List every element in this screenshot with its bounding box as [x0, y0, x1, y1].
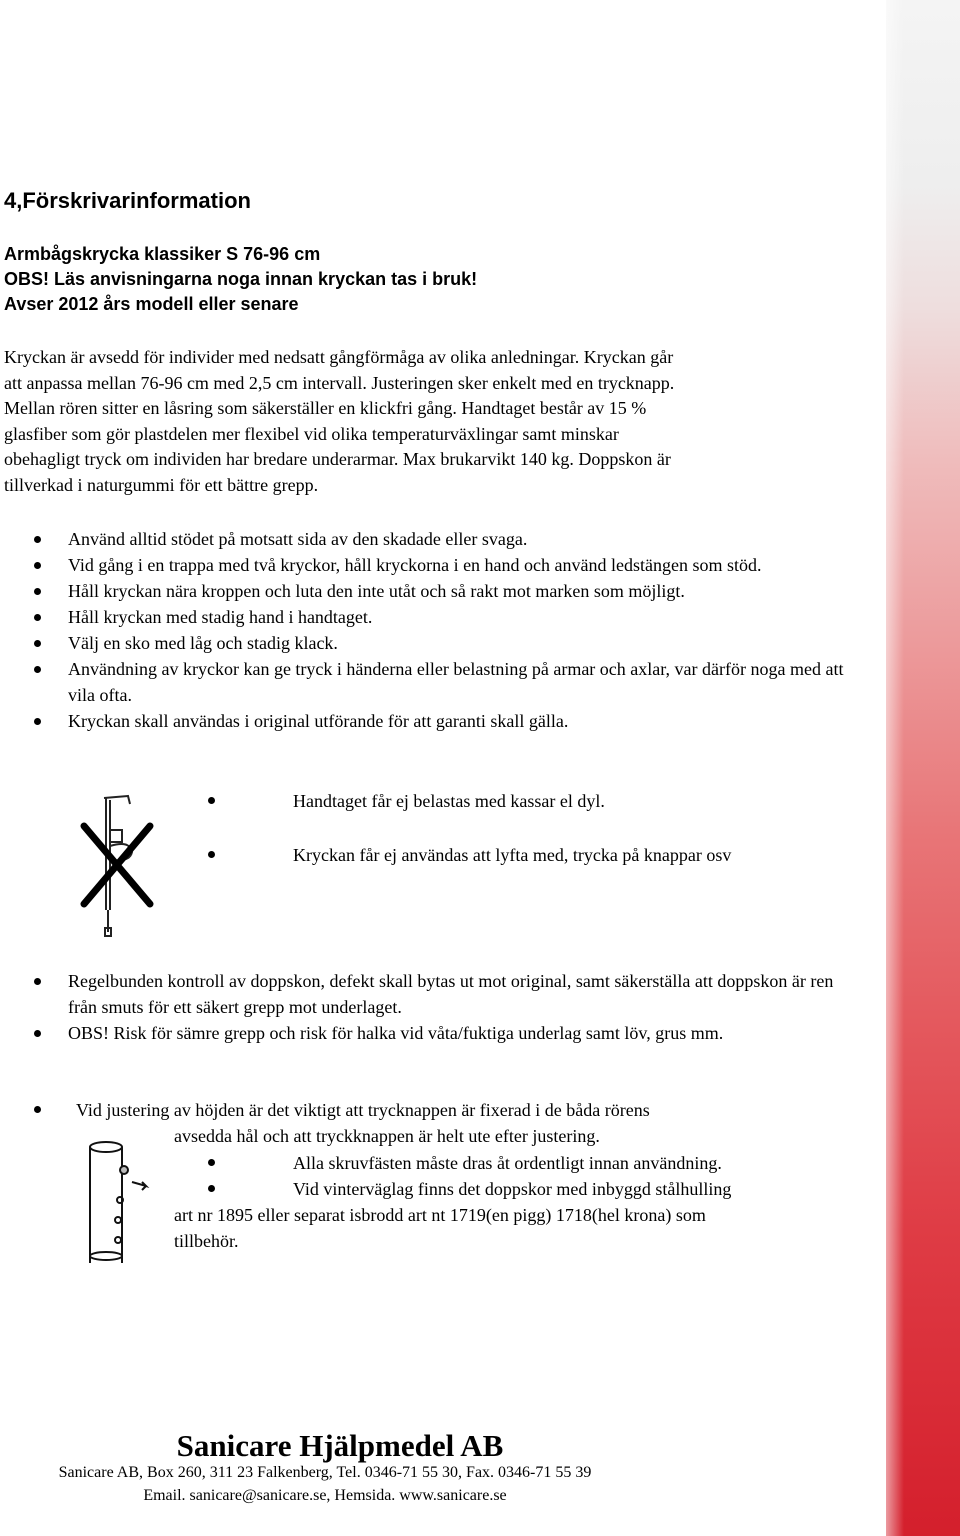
- bullet-icon: [34, 718, 41, 725]
- list-item: Användning av kryckor kan ge tryck i händerna eller belastning på armar och axlar, var därför noga med att vila ofta.: [0, 656, 850, 708]
- list-item: Kryckan skall användas i original utförande för att garanti skall gälla.: [0, 708, 850, 734]
- bullet-icon: [34, 588, 41, 595]
- maintenance-bullet-list: [0, 968, 850, 1046]
- list-item: Håll kryckan nära kroppen och luta den inte utåt och så rakt mot marken som möjligt.: [0, 578, 850, 604]
- intro-line: Mellan rören sitter en låsring som säkerställer en klickfri gång. Handtaget består av 15 %: [4, 398, 647, 418]
- crossed-crutch-icon: [70, 790, 170, 940]
- warning-handle: Handtaget får ej belastas med kassar el dyl.: [293, 791, 605, 811]
- bullet-icon: [34, 640, 41, 647]
- adjust-line-1: Vid justering av höjden är det viktigt att trycknappen är fixerad i de båda rörens: [76, 1100, 650, 1120]
- bullet-icon: [34, 1106, 41, 1113]
- list-item: Regelbunden kontroll av doppskon, defekt skall bytas ut mot original, samt säkerställa att doppskon är ren från smuts för ett säkert grepp mot underlaget.: [0, 968, 850, 1020]
- crutch-tube-icon: [84, 1138, 160, 1268]
- list-item: Håll kryckan med stadig hand i handtaget.: [0, 604, 850, 630]
- bullet-icon: [34, 614, 41, 621]
- bullet-icon: [208, 1185, 215, 1192]
- bullet-icon: [208, 1159, 215, 1166]
- adjust-sub-2: Vid vinterväglag finns det doppskor med inbyggd stålhulling: [293, 1179, 732, 1199]
- warning-lift: Kryckan får ej användas att lyfta med, trycka på knappar osv: [293, 845, 732, 865]
- intro-line: att anpassa mellan 76-96 cm med 2,5 cm intervall. Justeringen sker enkelt med en trycknapp.: [4, 372, 675, 393]
- usage-bullet-list: [0, 526, 850, 734]
- bullet-icon: [34, 978, 41, 985]
- bullet-icon: [208, 851, 215, 858]
- intro-line: tillverkad i naturgummi för ett bättre grepp.: [4, 474, 319, 495]
- bullet-icon: [34, 666, 41, 673]
- list-item: OBS! Risk för sämre grepp och risk för halka vid våta/fuktiga underlag samt löv, grus mm.: [0, 1020, 850, 1046]
- adjust-sub-2-cont: art nr 1895 eller separat isbrodd art nt 1719(en pigg) 1718(hel krona) som: [174, 1205, 706, 1225]
- company-name: Sanicare Hjälpmedel AB: [176, 1428, 504, 1463]
- intro-line: obehagligt tryck om individen har bredare underarmar. Max brukarvikt 140 kg. Doppskon är: [4, 449, 671, 469]
- page-heading: 4,Förskrivarinformation: [4, 188, 251, 213]
- company-address: Sanicare AB, Box 260, 311 23 Falkenberg, Tel. 0346-71 55 30, Fax. 0346-71 55 39: [58, 1464, 592, 1481]
- intro-paragraph: [4, 345, 854, 498]
- intro-line: Kryckan är avsedd för individer med nedsatt gångförmåga av olika anledningar. Kryckan går: [4, 347, 674, 367]
- product-title: Armbågskrycka klassiker S 76-96 cm: [4, 244, 321, 264]
- list-item: Vid gång i en trappa med två kryckor, håll kryckorna i en hand och använd ledstängen som stöd.: [0, 552, 850, 578]
- adjust-line-2: avsedda hål och att tryckknappen är helt ute efter justering.: [174, 1126, 600, 1146]
- model-note: Avser 2012 års modell eller senare: [4, 294, 299, 314]
- bullet-icon: [208, 797, 215, 804]
- decorative-side-band: [886, 0, 960, 1536]
- bullet-icon: [34, 562, 41, 569]
- warning-title: OBS! Läs anvisningarna noga innan kryckan tas i bruk!: [4, 269, 478, 289]
- adjust-sub-1: Alla skruvfästen måste dras åt ordentligt innan användning.: [293, 1153, 722, 1173]
- adjust-sub-2-cont: tillbehör.: [174, 1231, 239, 1251]
- list-item: Använd alltid stödet på motsatt sida av den skadade eller svaga.: [0, 526, 850, 552]
- company-contact: Email. sanicare@sanicare.se, Hemsida. www.sanicare.se: [143, 1487, 507, 1504]
- list-item: Välj en sko med låg och stadig klack.: [0, 630, 850, 656]
- intro-line: glasfiber som gör plastdelen mer flexibel vid olika temperaturväxlingar samt minskar: [4, 423, 619, 444]
- bullet-icon: [34, 536, 41, 543]
- bullet-icon: [34, 1030, 41, 1037]
